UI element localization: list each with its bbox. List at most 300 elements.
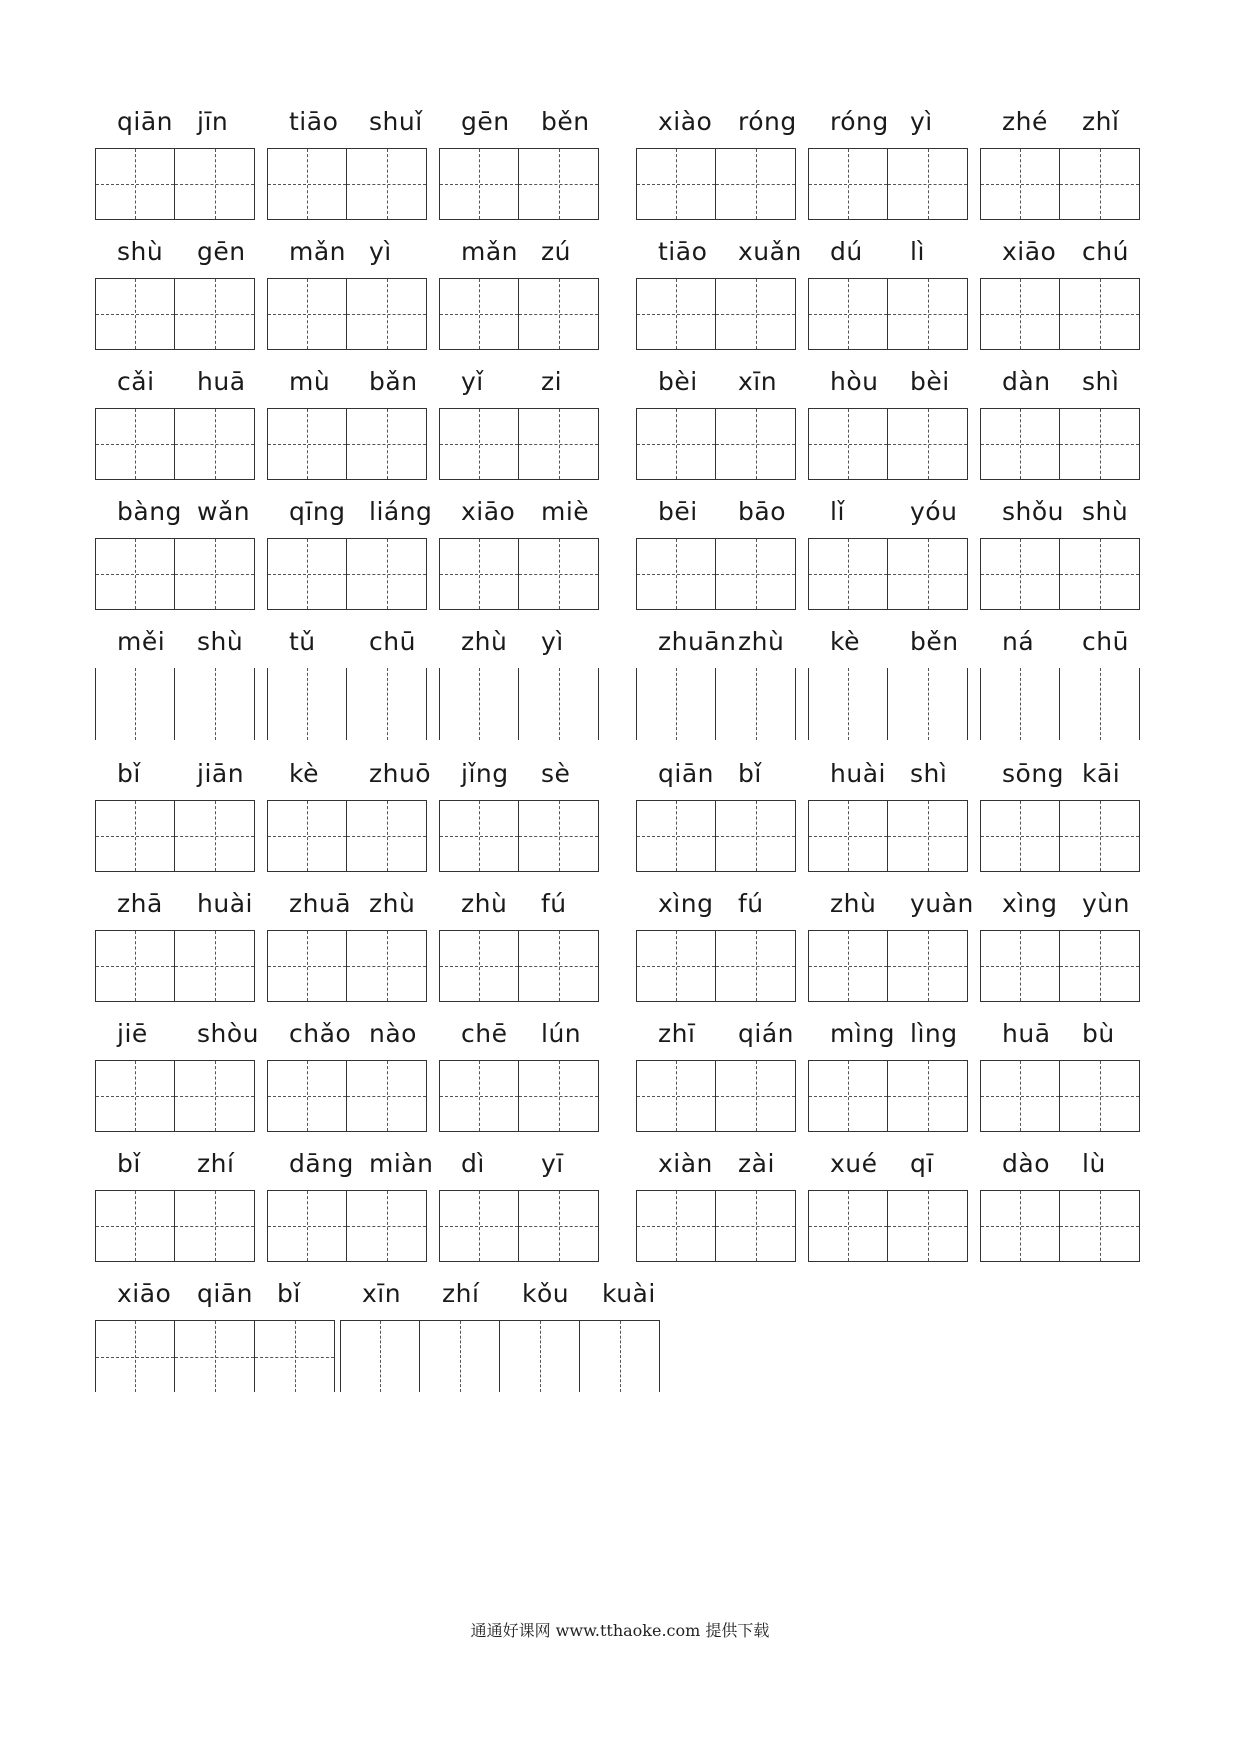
tianzige-cell[interactable] bbox=[888, 538, 968, 610]
tianzige-cell[interactable] bbox=[716, 1190, 796, 1262]
tianzige-cell[interactable] bbox=[1060, 668, 1140, 740]
pinyin-syllable: kuài bbox=[602, 1279, 656, 1308]
writing-grid[interactable] bbox=[980, 538, 1140, 610]
pinyin-syllable: cǎi bbox=[117, 367, 155, 396]
pinyin-syllable: shù bbox=[197, 627, 244, 656]
writing-grid[interactable] bbox=[636, 930, 796, 1002]
tianzige-cell[interactable] bbox=[439, 930, 519, 1002]
guide-line-horizontal bbox=[637, 1096, 715, 1097]
tianzige-cell[interactable] bbox=[716, 278, 796, 350]
tianzige-cell[interactable] bbox=[519, 668, 599, 740]
tianzige-cell[interactable] bbox=[636, 1190, 716, 1262]
tianzige-cell[interactable] bbox=[95, 668, 175, 740]
tianzige-cell[interactable] bbox=[980, 1190, 1060, 1262]
writing-grid[interactable] bbox=[95, 1190, 255, 1262]
guide-line-horizontal bbox=[981, 184, 1059, 185]
writing-grid[interactable] bbox=[636, 408, 796, 480]
guide-line-horizontal bbox=[981, 314, 1059, 315]
guide-line-horizontal bbox=[637, 574, 715, 575]
guide-line-horizontal bbox=[888, 966, 967, 967]
tianzige-cell[interactable] bbox=[888, 1190, 968, 1262]
guide-line-horizontal bbox=[440, 1226, 518, 1227]
writing-grid[interactable] bbox=[980, 148, 1140, 220]
writing-grid[interactable] bbox=[267, 930, 427, 1002]
pinyin-syllable: gēn bbox=[461, 107, 510, 136]
pinyin-syllable: xuǎn bbox=[738, 237, 802, 266]
vocab-word bbox=[808, 498, 968, 594]
vocab-word bbox=[636, 760, 796, 856]
tianzige-cell[interactable] bbox=[716, 538, 796, 610]
tianzige-cell[interactable] bbox=[175, 408, 255, 480]
pinyin-syllable: tǔ bbox=[289, 627, 316, 656]
tianzige-cell[interactable] bbox=[1060, 930, 1140, 1002]
writing-grid[interactable] bbox=[980, 1060, 1140, 1132]
vocab-word bbox=[980, 498, 1140, 594]
guide-line-horizontal bbox=[96, 1096, 174, 1097]
guide-line-vertical bbox=[135, 668, 136, 740]
tianzige-cell[interactable] bbox=[175, 1190, 255, 1262]
tianzige-cell[interactable] bbox=[175, 668, 255, 740]
guide-line-horizontal bbox=[96, 574, 174, 575]
tianzige-cell[interactable] bbox=[888, 278, 968, 350]
writing-grid[interactable] bbox=[340, 1320, 660, 1392]
tianzige-cell[interactable] bbox=[267, 278, 347, 350]
pinyin-syllable: xiāo bbox=[461, 497, 516, 526]
tianzige-cell[interactable] bbox=[175, 800, 255, 872]
tianzige-cell[interactable] bbox=[347, 408, 427, 480]
pinyin-syllable: nào bbox=[369, 1019, 417, 1048]
pinyin-syllable: zhí bbox=[197, 1149, 235, 1178]
guide-line-horizontal bbox=[347, 314, 426, 315]
tianzige-cell[interactable] bbox=[347, 538, 427, 610]
vocab-word bbox=[636, 628, 796, 724]
pinyin-syllable: zhā bbox=[117, 889, 163, 918]
writing-grid[interactable] bbox=[439, 1060, 599, 1132]
writing-grid[interactable] bbox=[95, 278, 255, 350]
writing-grid[interactable] bbox=[808, 1190, 968, 1262]
tianzige-cell[interactable] bbox=[808, 1190, 888, 1262]
tianzige-cell[interactable] bbox=[347, 930, 427, 1002]
tianzige-cell[interactable] bbox=[519, 1060, 599, 1132]
guide-line-horizontal bbox=[347, 966, 426, 967]
tianzige-cell[interactable] bbox=[267, 800, 347, 872]
tianzige-cell[interactable] bbox=[808, 1060, 888, 1132]
tianzige-cell[interactable] bbox=[980, 148, 1060, 220]
tianzige-cell[interactable] bbox=[439, 800, 519, 872]
tianzige-cell[interactable] bbox=[716, 930, 796, 1002]
writing-grid[interactable] bbox=[636, 800, 796, 872]
guide-line-horizontal bbox=[255, 1357, 334, 1358]
guide-line-horizontal bbox=[809, 314, 887, 315]
tianzige-cell[interactable] bbox=[808, 668, 888, 740]
tianzige-cell[interactable] bbox=[808, 148, 888, 220]
vocab-word bbox=[636, 1150, 796, 1246]
guide-line-horizontal bbox=[637, 444, 715, 445]
tianzige-cell[interactable] bbox=[888, 930, 968, 1002]
tianzige-cell[interactable] bbox=[439, 538, 519, 610]
writing-grid[interactable] bbox=[95, 1060, 255, 1132]
writing-grid[interactable] bbox=[95, 538, 255, 610]
tianzige-cell[interactable] bbox=[95, 278, 175, 350]
guide-line-horizontal bbox=[347, 444, 426, 445]
tianzige-cell[interactable] bbox=[980, 408, 1060, 480]
tianzige-cell[interactable] bbox=[888, 148, 968, 220]
tianzige-cell[interactable] bbox=[1060, 1060, 1140, 1132]
tianzige-cell[interactable] bbox=[1060, 408, 1140, 480]
tianzige-cell[interactable] bbox=[636, 538, 716, 610]
vocab-word bbox=[267, 108, 427, 204]
guide-line-horizontal bbox=[268, 184, 346, 185]
writing-grid[interactable] bbox=[439, 538, 599, 610]
tianzige-cell[interactable] bbox=[175, 930, 255, 1002]
tianzige-cell[interactable] bbox=[636, 148, 716, 220]
tianzige-cell[interactable] bbox=[808, 538, 888, 610]
tianzige-cell[interactable] bbox=[888, 408, 968, 480]
vocab-word bbox=[980, 238, 1140, 334]
tianzige-cell[interactable] bbox=[519, 148, 599, 220]
writing-grid[interactable] bbox=[95, 800, 255, 872]
guide-line-vertical bbox=[460, 1321, 461, 1392]
writing-grid[interactable] bbox=[267, 800, 427, 872]
guide-line-horizontal bbox=[440, 574, 518, 575]
tianzige-cell[interactable] bbox=[580, 1320, 660, 1392]
vocab-word bbox=[808, 108, 968, 204]
vocab-word bbox=[95, 760, 255, 856]
writing-grid[interactable] bbox=[636, 148, 796, 220]
writing-grid[interactable] bbox=[439, 408, 599, 480]
pinyin-syllable: zhù bbox=[738, 627, 785, 656]
pinyin-syllable: qián bbox=[738, 1019, 794, 1048]
guide-line-horizontal bbox=[440, 836, 518, 837]
tianzige-cell[interactable] bbox=[95, 148, 175, 220]
pinyin-syllable: zài bbox=[738, 1149, 775, 1178]
pinyin-syllable: bāo bbox=[738, 497, 786, 526]
writing-grid[interactable] bbox=[808, 930, 968, 1002]
tianzige-cell[interactable] bbox=[808, 930, 888, 1002]
writing-grid[interactable] bbox=[636, 538, 796, 610]
tianzige-cell[interactable] bbox=[347, 148, 427, 220]
writing-grid[interactable] bbox=[439, 930, 599, 1002]
tianzige-cell[interactable] bbox=[636, 278, 716, 350]
vocab-word bbox=[267, 890, 427, 986]
guide-line-horizontal bbox=[96, 184, 174, 185]
guide-line-horizontal bbox=[888, 574, 967, 575]
tianzige-cell[interactable] bbox=[420, 1320, 500, 1392]
pinyin-syllable: měi bbox=[117, 627, 166, 656]
guide-line-horizontal bbox=[519, 966, 598, 967]
tianzige-cell[interactable] bbox=[636, 668, 716, 740]
pinyin-syllable: bǐ bbox=[117, 759, 141, 788]
writing-grid[interactable] bbox=[980, 408, 1140, 480]
tianzige-cell[interactable] bbox=[439, 278, 519, 350]
tianzige-cell[interactable] bbox=[95, 1320, 175, 1392]
pinyin-syllable: hòu bbox=[830, 367, 879, 396]
guide-line-horizontal bbox=[637, 1226, 715, 1227]
guide-line-horizontal bbox=[175, 444, 254, 445]
writing-grid[interactable] bbox=[267, 1060, 427, 1132]
tianzige-cell[interactable] bbox=[267, 148, 347, 220]
writing-grid[interactable] bbox=[636, 1060, 796, 1132]
tianzige-cell[interactable] bbox=[519, 278, 599, 350]
guide-line-horizontal bbox=[888, 836, 967, 837]
tianzige-cell[interactable] bbox=[980, 538, 1060, 610]
guide-line-horizontal bbox=[716, 444, 795, 445]
tianzige-cell[interactable] bbox=[716, 408, 796, 480]
vocab-word bbox=[636, 237, 802, 334]
pinyin-syllable: gēn bbox=[197, 237, 246, 266]
pinyin-syllable: yì bbox=[541, 627, 564, 656]
tianzige-cell[interactable] bbox=[716, 668, 796, 740]
tianzige-cell[interactable] bbox=[808, 800, 888, 872]
tianzige-cell[interactable] bbox=[439, 1190, 519, 1262]
tianzige-cell[interactable] bbox=[636, 800, 716, 872]
writing-grid[interactable] bbox=[636, 1190, 796, 1262]
pinyin-syllable: mǎn bbox=[289, 237, 347, 266]
pinyin-syllable: wǎn bbox=[197, 497, 251, 526]
tianzige-cell[interactable] bbox=[95, 800, 175, 872]
guide-line-vertical bbox=[307, 668, 308, 740]
tianzige-cell[interactable] bbox=[267, 1060, 347, 1132]
guide-line-horizontal bbox=[716, 1096, 795, 1097]
writing-grid[interactable] bbox=[267, 668, 427, 740]
writing-grid[interactable] bbox=[808, 278, 968, 350]
writing-grid[interactable] bbox=[980, 800, 1140, 872]
vocab-word bbox=[439, 498, 599, 594]
tianzige-cell[interactable] bbox=[519, 930, 599, 1002]
guide-line-horizontal bbox=[268, 444, 346, 445]
pinyin-syllable: xiāo bbox=[1002, 237, 1057, 266]
writing-grid[interactable] bbox=[808, 800, 968, 872]
pinyin-syllable: fú bbox=[541, 889, 567, 918]
writing-grid[interactable] bbox=[95, 1320, 335, 1392]
guide-line-horizontal bbox=[888, 444, 967, 445]
writing-grid[interactable] bbox=[808, 408, 968, 480]
writing-grid[interactable] bbox=[439, 668, 599, 740]
vocab-word bbox=[95, 1280, 335, 1376]
tianzige-cell[interactable] bbox=[340, 1320, 420, 1392]
tianzige-cell[interactable] bbox=[439, 668, 519, 740]
pinyin-syllable: dào bbox=[1002, 1149, 1050, 1178]
writing-grid[interactable] bbox=[95, 148, 255, 220]
writing-grid[interactable] bbox=[636, 278, 796, 350]
writing-grid[interactable] bbox=[267, 538, 427, 610]
tianzige-cell[interactable] bbox=[347, 668, 427, 740]
writing-grid[interactable] bbox=[267, 408, 427, 480]
vocab-word bbox=[980, 1150, 1140, 1246]
tianzige-cell[interactable] bbox=[95, 408, 175, 480]
guide-line-horizontal bbox=[268, 1226, 346, 1227]
vocab-word bbox=[636, 368, 796, 464]
guide-line-horizontal bbox=[519, 314, 598, 315]
tianzige-cell[interactable] bbox=[1060, 278, 1140, 350]
writing-grid[interactable] bbox=[439, 800, 599, 872]
pinyin-syllable: jiē bbox=[117, 1019, 148, 1048]
pinyin-syllable: yì bbox=[910, 107, 933, 136]
tianzige-cell[interactable] bbox=[808, 408, 888, 480]
vocab-word bbox=[95, 1019, 260, 1116]
tianzige-cell[interactable] bbox=[175, 1320, 255, 1392]
tianzige-cell[interactable] bbox=[808, 278, 888, 350]
tianzige-cell[interactable] bbox=[175, 148, 255, 220]
guide-line-horizontal bbox=[981, 1226, 1059, 1227]
tianzige-cell[interactable] bbox=[519, 408, 599, 480]
pinyin-syllable: xīn bbox=[738, 367, 778, 396]
pinyin-syllable: shì bbox=[1082, 367, 1120, 396]
pinyin-syllable: bǐ bbox=[117, 1149, 141, 1178]
writing-grid[interactable] bbox=[95, 668, 255, 740]
tianzige-cell[interactable] bbox=[95, 930, 175, 1002]
tianzige-cell[interactable] bbox=[636, 1060, 716, 1132]
tianzige-cell[interactable] bbox=[439, 148, 519, 220]
pinyin-syllable: zi bbox=[541, 367, 563, 396]
tianzige-cell[interactable] bbox=[1060, 800, 1140, 872]
tianzige-cell[interactable] bbox=[1060, 538, 1140, 610]
pinyin-syllable: zhǐ bbox=[1082, 107, 1120, 136]
pinyin-syllable: běn bbox=[541, 107, 590, 136]
tianzige-cell[interactable] bbox=[716, 1060, 796, 1132]
guide-line-horizontal bbox=[175, 966, 254, 967]
guide-line-horizontal bbox=[809, 444, 887, 445]
pinyin-syllable: chē bbox=[461, 1019, 508, 1048]
pinyin-syllable: xìng bbox=[658, 889, 714, 918]
pinyin-syllable: liáng bbox=[369, 497, 433, 526]
writing-grid[interactable] bbox=[267, 148, 427, 220]
guide-line-horizontal bbox=[981, 444, 1059, 445]
writing-grid[interactable] bbox=[267, 278, 427, 350]
writing-grid[interactable] bbox=[808, 1060, 968, 1132]
vocab-word bbox=[980, 628, 1140, 724]
pinyin-syllable: xìng bbox=[1002, 889, 1058, 918]
tianzige-cell[interactable] bbox=[95, 1190, 175, 1262]
tianzige-cell[interactable] bbox=[888, 800, 968, 872]
tianzige-cell[interactable] bbox=[519, 1190, 599, 1262]
pinyin-syllable: yuàn bbox=[910, 889, 974, 918]
tianzige-cell[interactable] bbox=[439, 408, 519, 480]
vocab-word bbox=[95, 368, 255, 464]
guide-line-horizontal bbox=[1060, 444, 1139, 445]
tianzige-cell[interactable] bbox=[888, 1060, 968, 1132]
guide-line-horizontal bbox=[268, 836, 346, 837]
pinyin-syllable: róng bbox=[830, 107, 889, 136]
tianzige-cell[interactable] bbox=[267, 408, 347, 480]
tianzige-cell[interactable] bbox=[716, 800, 796, 872]
tianzige-cell[interactable] bbox=[439, 1060, 519, 1132]
tianzige-cell[interactable] bbox=[175, 538, 255, 610]
tianzige-cell[interactable] bbox=[267, 538, 347, 610]
writing-grid[interactable] bbox=[980, 668, 1140, 740]
pinyin-syllable: bù bbox=[1082, 1019, 1115, 1048]
guide-line-horizontal bbox=[1060, 1226, 1139, 1227]
pinyin-syllable: kāi bbox=[1082, 759, 1121, 788]
pinyin-syllable: dú bbox=[830, 237, 863, 266]
pinyin-syllable: kǒu bbox=[522, 1279, 570, 1308]
tianzige-cell[interactable] bbox=[980, 1060, 1060, 1132]
tianzige-cell[interactable] bbox=[980, 930, 1060, 1002]
pinyin-syllable: zhù bbox=[830, 889, 877, 918]
vocab-word bbox=[95, 238, 255, 334]
writing-grid[interactable] bbox=[439, 1190, 599, 1262]
tianzige-cell[interactable] bbox=[636, 408, 716, 480]
pinyin-syllable: jīn bbox=[197, 107, 229, 136]
pinyin-syllable: xiào bbox=[658, 107, 713, 136]
tianzige-cell[interactable] bbox=[175, 278, 255, 350]
guide-line-horizontal bbox=[96, 966, 174, 967]
writing-grid[interactable] bbox=[439, 148, 599, 220]
tianzige-cell[interactable] bbox=[347, 1060, 427, 1132]
tianzige-cell[interactable] bbox=[980, 668, 1060, 740]
writing-grid[interactable] bbox=[980, 1190, 1140, 1262]
pinyin-syllable: zhuō bbox=[369, 759, 432, 788]
guide-line-horizontal bbox=[981, 574, 1059, 575]
pinyin-syllable: chǎo bbox=[289, 1019, 352, 1048]
pinyin-syllable: dàn bbox=[1002, 367, 1051, 396]
vocab-word bbox=[808, 1150, 968, 1246]
tianzige-cell[interactable] bbox=[347, 1190, 427, 1262]
vocab-word bbox=[808, 628, 968, 724]
writing-grid[interactable] bbox=[808, 148, 968, 220]
pinyin-syllable: qiān bbox=[117, 107, 173, 136]
writing-grid[interactable] bbox=[808, 668, 968, 740]
writing-grid[interactable] bbox=[980, 930, 1140, 1002]
guide-line-horizontal bbox=[519, 1096, 598, 1097]
tianzige-cell[interactable] bbox=[519, 538, 599, 610]
vocab-word bbox=[439, 368, 599, 464]
tianzige-cell[interactable] bbox=[1060, 148, 1140, 220]
pinyin-syllable: dì bbox=[461, 1149, 485, 1178]
guide-line-horizontal bbox=[268, 1096, 346, 1097]
writing-grid[interactable] bbox=[95, 408, 255, 480]
pinyin-syllable: shòu bbox=[197, 1019, 260, 1048]
writing-grid[interactable] bbox=[808, 538, 968, 610]
tianzige-cell[interactable] bbox=[347, 800, 427, 872]
tianzige-cell[interactable] bbox=[980, 278, 1060, 350]
tianzige-cell[interactable] bbox=[95, 1060, 175, 1132]
guide-line-horizontal bbox=[440, 184, 518, 185]
tianzige-cell[interactable] bbox=[347, 278, 427, 350]
guide-line-horizontal bbox=[175, 1226, 254, 1227]
tianzige-cell[interactable] bbox=[636, 930, 716, 1002]
pinyin-syllable: fú bbox=[738, 889, 764, 918]
guide-line-horizontal bbox=[1060, 1096, 1139, 1097]
writing-grid[interactable] bbox=[95, 930, 255, 1002]
guide-line-vertical bbox=[676, 668, 677, 740]
writing-grid[interactable] bbox=[267, 1190, 427, 1262]
pinyin-syllable: dāng bbox=[289, 1149, 354, 1178]
pinyin-syllable: shuǐ bbox=[369, 107, 423, 136]
pinyin-syllable: bàng bbox=[117, 497, 182, 526]
tianzige-cell[interactable] bbox=[1060, 1190, 1140, 1262]
tianzige-cell[interactable] bbox=[95, 538, 175, 610]
tianzige-cell[interactable] bbox=[500, 1320, 580, 1392]
tianzige-cell[interactable] bbox=[267, 1190, 347, 1262]
pinyin-syllable: sè bbox=[541, 759, 571, 788]
writing-grid[interactable] bbox=[636, 668, 796, 740]
tianzige-cell[interactable] bbox=[267, 668, 347, 740]
tianzige-cell[interactable] bbox=[716, 148, 796, 220]
vocab-word bbox=[980, 890, 1140, 986]
tianzige-cell[interactable] bbox=[980, 800, 1060, 872]
tianzige-cell[interactable] bbox=[175, 1060, 255, 1132]
guide-line-horizontal bbox=[981, 1096, 1059, 1097]
vocab-word bbox=[808, 889, 974, 986]
tianzige-cell[interactable] bbox=[888, 668, 968, 740]
tianzige-cell[interactable] bbox=[267, 930, 347, 1002]
writing-grid[interactable] bbox=[980, 278, 1140, 350]
writing-grid[interactable] bbox=[439, 278, 599, 350]
guide-line-vertical bbox=[380, 1321, 381, 1392]
tianzige-cell[interactable] bbox=[255, 1320, 335, 1392]
tianzige-cell[interactable] bbox=[519, 800, 599, 872]
